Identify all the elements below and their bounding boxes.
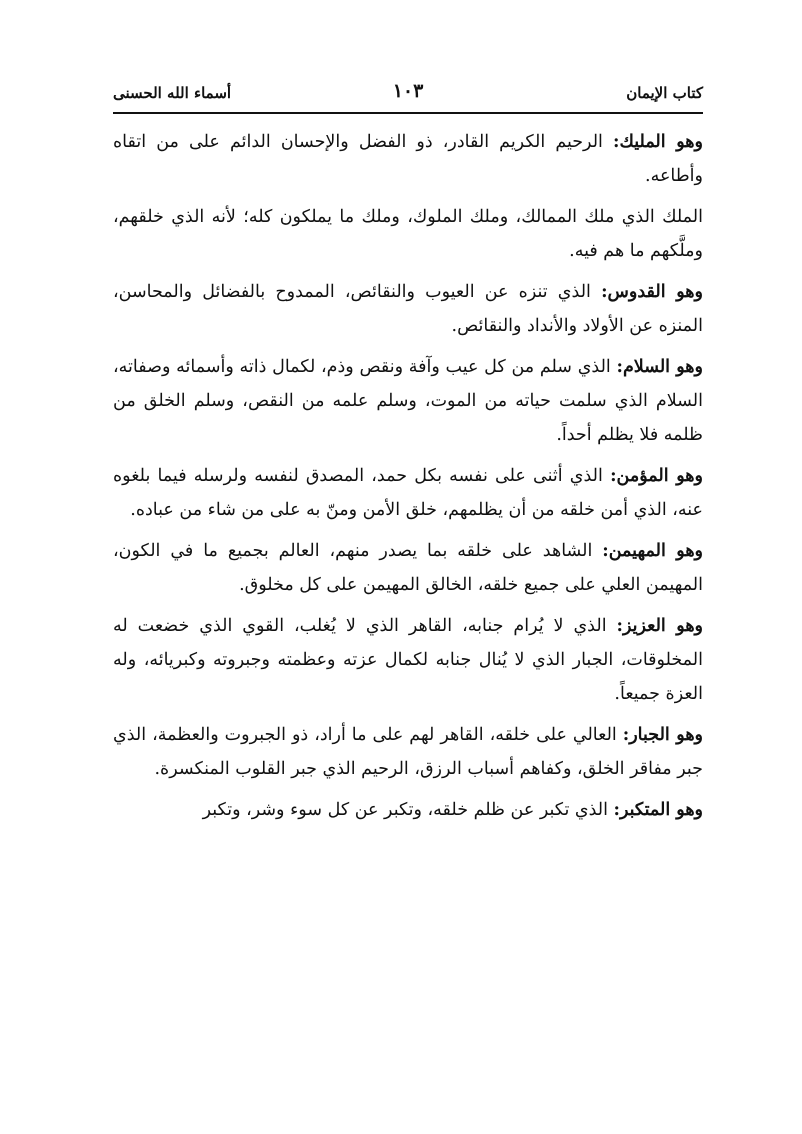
paragraph-term: وهو المؤمن:: [610, 466, 703, 486]
paragraph-text: الذي تنزه عن العيوب والنقائص، الممدوح بالفضائل والمحاسن، المنزه عن الأولاد والأنداد والنقائص.: [113, 282, 703, 336]
paragraph-text: العالي على خلقه، القاهر لهم على ما أراد، ذو الجبروت والعظمة، الذي جبر مفاقر الخلق، وكفاهم أسباب الرزق، الرحيم الذي جبر القلوب المنكسرة.: [113, 725, 703, 779]
paragraph-text: الذي أثنى على نفسه بكل حمد، المصدق لنفسه ولرسله فيما بلغوه عنه، الذي أمن خلقه من أن يظلمهم، خلق الأمن ومنّ به على من شاء من عباده.: [113, 466, 703, 520]
paragraph-al-muhaymin: [113, 534, 703, 602]
body-text: [113, 125, 703, 834]
paragraph-al-mumin: [113, 459, 703, 527]
paragraph-text: الذي تكبر عن ظلم خلقه، وتكبر عن كل سوء وشر، وتكبر: [202, 800, 614, 820]
paragraph-text: الرحيم الكريم القادر، ذو الفضل والإحسان الدائم على من اتقاه وأطاعه.: [113, 132, 703, 186]
paragraph-text: الذي لا يُرام جنابه، القاهر الذي لا يُغلب، القوي الذي خضعت له المخلوقات، الجبار الذي لا يُنال جنابه لكمال عزته وعظمته وجبروته وكبريائه، وله العزة جميعاً.: [113, 616, 703, 704]
paragraph-term: وهو السلام:: [616, 357, 703, 377]
paragraph-al-quddus: [113, 275, 703, 343]
paragraph-term: وهو المليك:: [613, 132, 703, 152]
paragraph-as-salam: [113, 350, 703, 452]
paragraph-al-jabbar: [113, 718, 703, 786]
header-rule: [113, 112, 703, 114]
section-title: أسماء الله الحسنى: [113, 84, 232, 102]
paragraph-text: الملك الذي ملك الممالك، وملك الملوك، وملك ما يملكون كله؛ لأنه الذي خلقهم، وملَّكهم ما هم فيه.: [113, 207, 703, 261]
page-number: ١٠٣: [392, 80, 424, 102]
paragraph-text: الشاهد على خلقه بما يصدر منهم، العالم بجميع ما في الكون، المهيمن العلي على جميع خلقه، الخالق المهيمن على كل مخلوق.: [113, 541, 703, 595]
paragraph-al-mutakabbir: [113, 793, 703, 827]
paragraph-al-aziz: [113, 609, 703, 711]
paragraph-text: الذي سلم من كل عيب وآفة ونقص وذم، لكمال ذاته وأسمائه وصفاته، السلام الذي سلمت حياته من الموت، وسلم علمه من النقص، وسلم الخلق من ظلمه فلا يظلم أحداً.: [113, 357, 703, 445]
paragraph-term: وهو العزيز:: [616, 616, 703, 636]
paragraph-term: وهو المتكبر:: [613, 800, 703, 820]
book-title: كتاب الإيمان: [626, 84, 703, 102]
paragraph-term: وهو المهيمن:: [602, 541, 703, 561]
running-header: [113, 80, 703, 110]
paragraph-al-malik: [113, 125, 703, 193]
paragraph-term: وهو الجبار:: [622, 725, 703, 745]
paragraph-term: وهو القدوس:: [601, 282, 703, 302]
paragraph-al-malik-2: [113, 200, 703, 268]
